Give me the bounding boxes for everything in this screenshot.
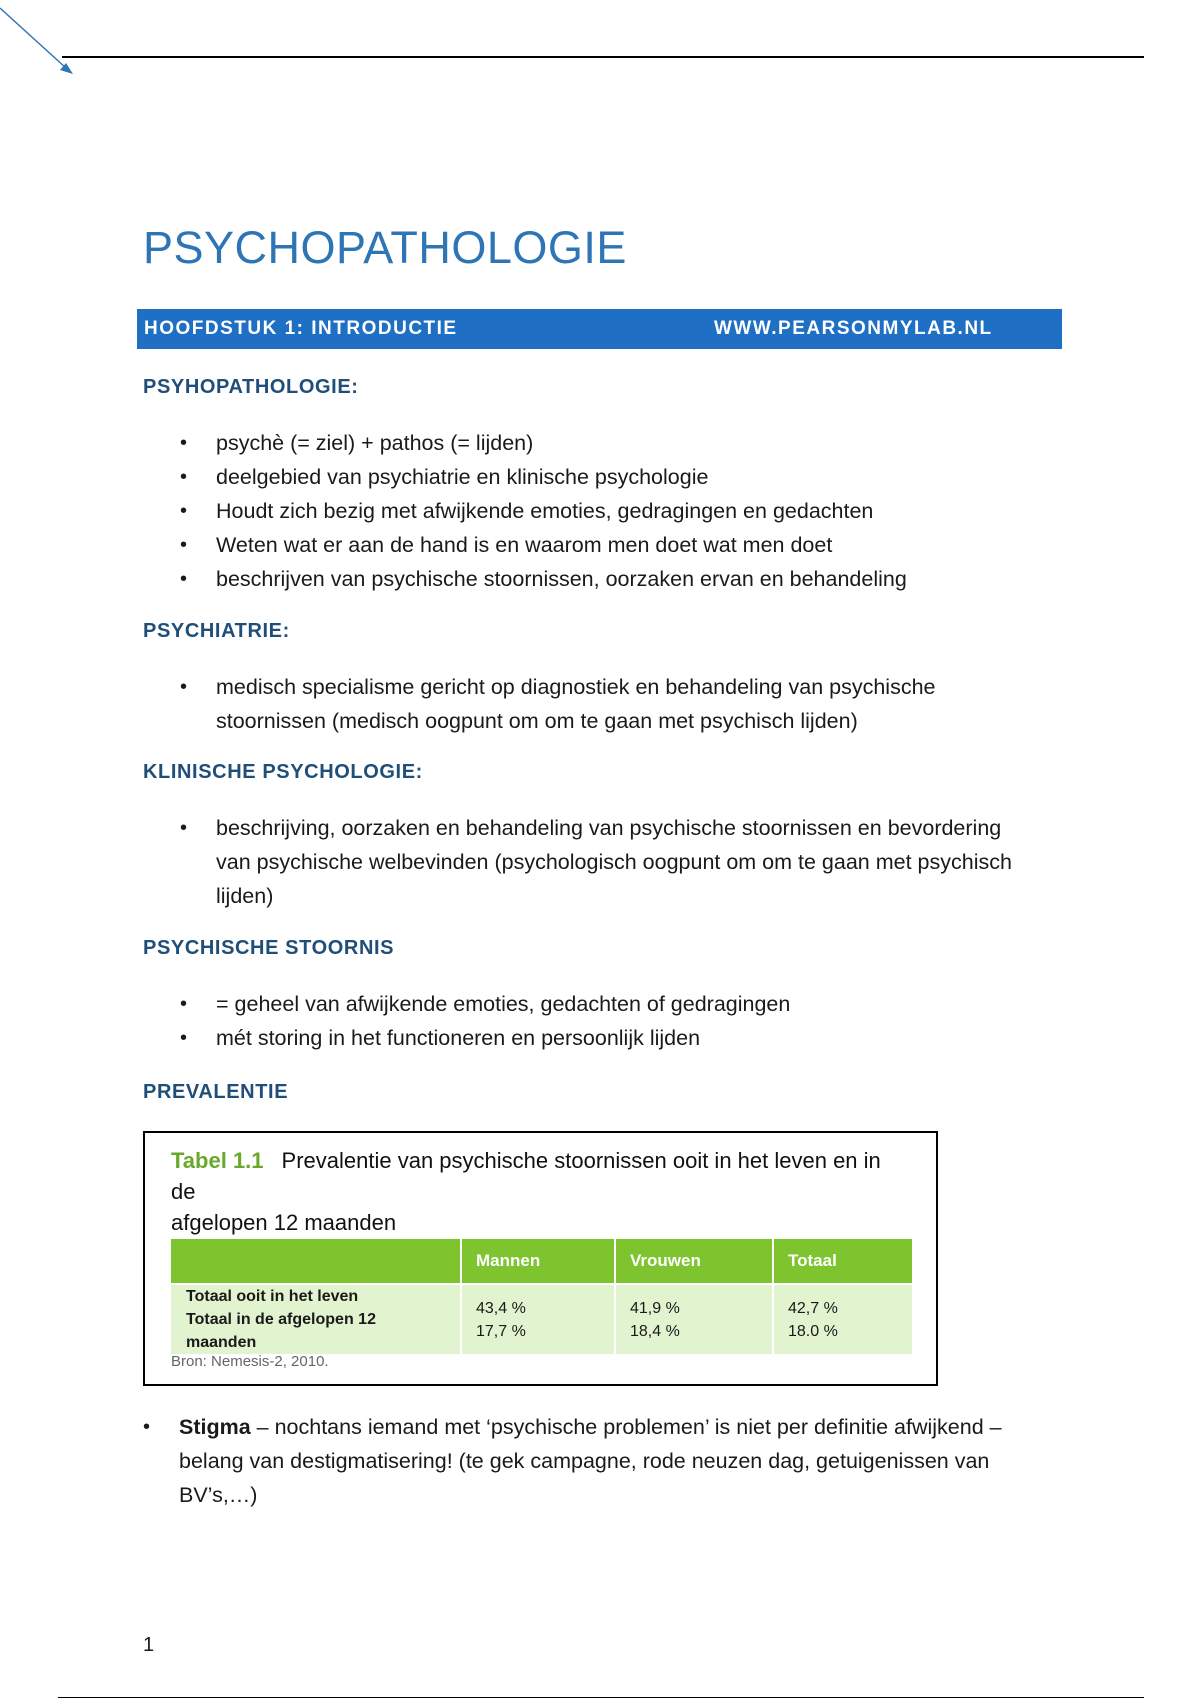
stigma-list [143, 1410, 1043, 1512]
table-number: Tabel 1.1 [171, 1148, 264, 1173]
table-caption-line1: Prevalentie van psychische stoornissen ooit in het leven en in de [171, 1148, 881, 1204]
list-item [180, 494, 1040, 528]
table-source: Bron: Nemesis-2, 2010. [171, 1353, 329, 1370]
section-heading-prevalentie: PREVALENTIE [143, 1081, 289, 1103]
table-row [171, 1284, 912, 1354]
bullet-list-psychische-stoornis [180, 987, 1040, 1055]
footer-rule [58, 1697, 1144, 1698]
bullet-icon: • [143, 1416, 151, 1438]
prevalence-table [171, 1239, 912, 1354]
bullet-icon: • [180, 500, 188, 522]
stigma-term: Stigma [179, 1415, 251, 1439]
list-item-text: medisch specialisme gericht op diagnostiek en behandeling van psychische stoornissen (medisch oogpunt om om te gaan met psychisch lijden) [216, 675, 936, 733]
list-item-text: mét storing in het functioneren en persoonlijk lijden [216, 1026, 701, 1050]
cell-totaal-12: 18.0 % [788, 1322, 838, 1340]
prevalence-table-figure [143, 1131, 938, 1386]
chapter-website: WWW.PEARSONMYLAB.NL [714, 318, 993, 339]
table-header-totaal: Totaal [773, 1239, 912, 1284]
list-item-text: beschrijving, oorzaken en behandeling van psychische stoornissen en bevordering van psychische welbevinden (psychologisch oogpunt om om te gaan met psychisch lijden) [216, 816, 1012, 908]
section-heading-psychische-stoornis: PSYCHISCHE STOORNIS [143, 937, 395, 959]
bullet-icon: • [180, 534, 188, 556]
section-heading-psyhopathologie: PSYHOPATHOLOGIE: [143, 376, 359, 398]
table-cell-vrouwen [615, 1284, 773, 1354]
list-item [180, 811, 1040, 913]
stigma-text: – nochtans iemand met ‘psychische problemen’ is niet per definitie afwijkend – belang van destigmatisering! (te gek campagne, rode neuzen dag, getuigenissen van BV’s,…) [179, 1415, 1002, 1507]
bullet-icon: • [180, 993, 188, 1015]
table-cell-totaal [773, 1284, 912, 1354]
list-item-text: Weten wat er aan de hand is en waarom men doet wat men doet [216, 533, 833, 557]
row-label-ooit: Totaal ooit in het leven [186, 1288, 359, 1305]
table-header-row [171, 1239, 912, 1284]
table-header-mannen: Mannen [461, 1239, 615, 1284]
section-heading-psychiatrie: PSYCHIATRIE: [143, 620, 290, 642]
cell-mannen-12: 17,7 % [476, 1322, 526, 1340]
bullet-icon: • [180, 432, 188, 454]
cell-totaal-ooit: 42,7 % [788, 1299, 838, 1317]
list-item [143, 1410, 1043, 1512]
bullet-icon: • [180, 466, 188, 488]
cell-mannen-ooit: 43,4 % [476, 1299, 526, 1317]
table-header-vrouwen: Vrouwen [615, 1239, 773, 1284]
bullet-icon: • [180, 1027, 188, 1049]
header-rule [62, 56, 1144, 58]
list-item [180, 987, 1040, 1021]
bullet-list-psychiatrie [180, 670, 1040, 738]
list-item-text: deelgebied van psychiatrie en klinische psychologie [216, 465, 709, 489]
chapter-bar [137, 309, 1062, 349]
list-item [180, 426, 1040, 460]
list-item-text: Houdt zich bezig met afwijkende emoties, gedragingen en gedachten [216, 499, 874, 523]
row-label-12-maanden: Totaal in de afgelopen 12 maanden [186, 1311, 376, 1351]
list-item-text: beschrijven van psychische stoornissen, oorzaken ervan en behandeling [216, 567, 907, 591]
list-item-text: = geheel van afwijkende emoties, gedachten of gedragingen [216, 992, 791, 1016]
table-header-empty [171, 1239, 461, 1284]
bullet-list-klinische-psychologie [180, 811, 1040, 913]
bullet-icon: • [180, 817, 188, 839]
list-item [180, 460, 1040, 494]
list-item [180, 670, 1040, 738]
table-row-labels [171, 1284, 461, 1354]
bullet-icon: • [180, 676, 188, 698]
cell-vrouwen-12: 18,4 % [630, 1322, 680, 1340]
corner-arrow-icon [0, 0, 80, 80]
table-caption-line2: afgelopen 12 maanden [171, 1207, 396, 1243]
list-item [180, 1021, 1040, 1055]
table-cell-mannen [461, 1284, 615, 1354]
bullet-icon: • [180, 568, 188, 590]
list-item-text: psychè (= ziel) + pathos (= lijden) [216, 431, 534, 455]
cell-vrouwen-ooit: 41,9 % [630, 1299, 680, 1317]
list-item [180, 562, 1040, 596]
table-caption [171, 1145, 911, 1243]
list-item [180, 528, 1040, 562]
section-heading-klinische-psychologie: KLINISCHE PSYCHOLOGIE: [143, 761, 423, 783]
page-number: 1 [143, 1634, 155, 1656]
page-title: PSYCHOPATHOLOGIE [143, 222, 627, 273]
chapter-title: HOOFDSTUK 1: INTRODUCTIE [144, 318, 458, 339]
bullet-list-psyhopathologie [180, 426, 1040, 596]
